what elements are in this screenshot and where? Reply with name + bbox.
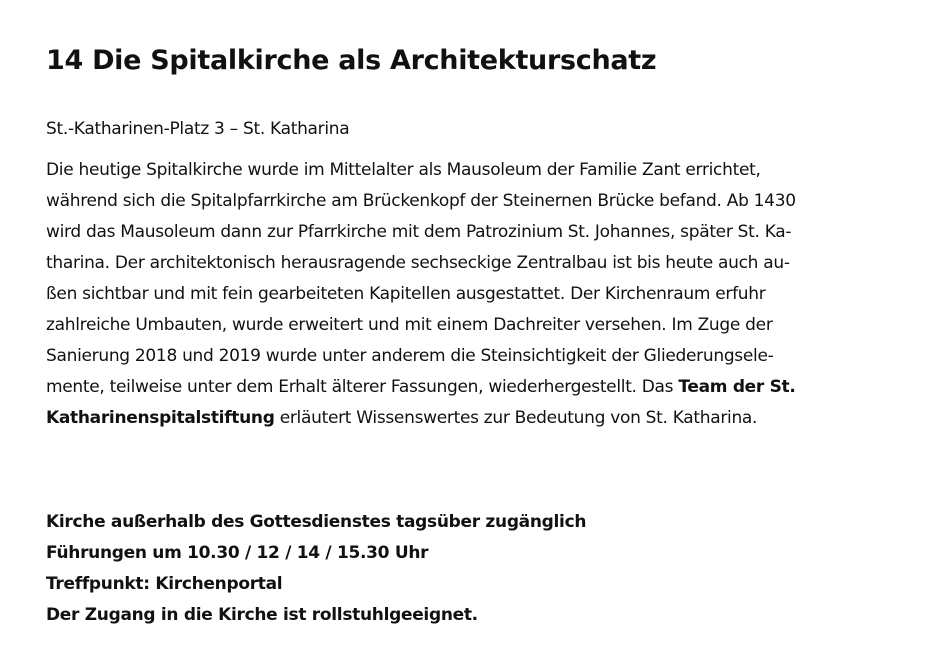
team-name-bold: Katharinenspitalstiftung bbox=[46, 408, 275, 428]
description-line: tharina. Der architektonisch herausragende sechseckige Zentralbau ist bis heute auch au- bbox=[46, 253, 790, 273]
description-line: Die heutige Spitalkirche wurde im Mittelalter als Mausoleum der Familie Zant errichtet, bbox=[46, 160, 761, 180]
team-name-bold: Team der St. bbox=[678, 377, 796, 397]
meeting-point: Treffpunkt: Kirchenportal bbox=[46, 574, 283, 594]
description-paragraph bbox=[46, 155, 866, 434]
page-title: 14 Die Spitalkirche als Architekturschatz bbox=[46, 45, 657, 76]
access-info: Kirche außerhalb des Gottesdienstes tagsüber zugänglich bbox=[46, 512, 587, 532]
description-line: wird das Mausoleum dann zur Pfarrkirche mit dem Patrozinium St. Johannes, später St. Ka- bbox=[46, 222, 792, 242]
description-line: ßen sichtbar und mit fein gearbeiteten Kapitellen ausgestattet. Der Kirchenraum erfuhr bbox=[46, 284, 766, 304]
article bbox=[46, 42, 866, 631]
description-text: mente, teilweise unter dem Erhalt älterer Fassungen, wiederhergestellt. Das bbox=[46, 377, 679, 397]
visitor-info bbox=[46, 507, 866, 631]
description-line: während sich die Spitalpfarrkirche am Brückenkopf der Steinernen Brücke befand. Ab 1430 bbox=[46, 191, 796, 211]
description-line: Sanierung 2018 und 2019 wurde unter anderem die Steinsichtigkeit der Gliederungsele- bbox=[46, 346, 774, 366]
tour-times: Führungen um 10.30 / 12 / 14 / 15.30 Uhr bbox=[46, 543, 429, 563]
address-line: St.-Katharinen-Platz 3 – St. Katharina bbox=[46, 119, 350, 139]
description-line bbox=[46, 403, 866, 434]
description-line: zahlreiche Umbauten, wurde erweitert und mit einem Dachreiter versehen. Im Zuge der bbox=[46, 315, 773, 335]
description-line bbox=[46, 372, 866, 403]
accessibility-info: Der Zugang in die Kirche ist rollstuhlgeeignet. bbox=[46, 605, 478, 625]
description-text: erläutert Wissenswertes zur Bedeutung von St. Katharina. bbox=[274, 408, 758, 428]
